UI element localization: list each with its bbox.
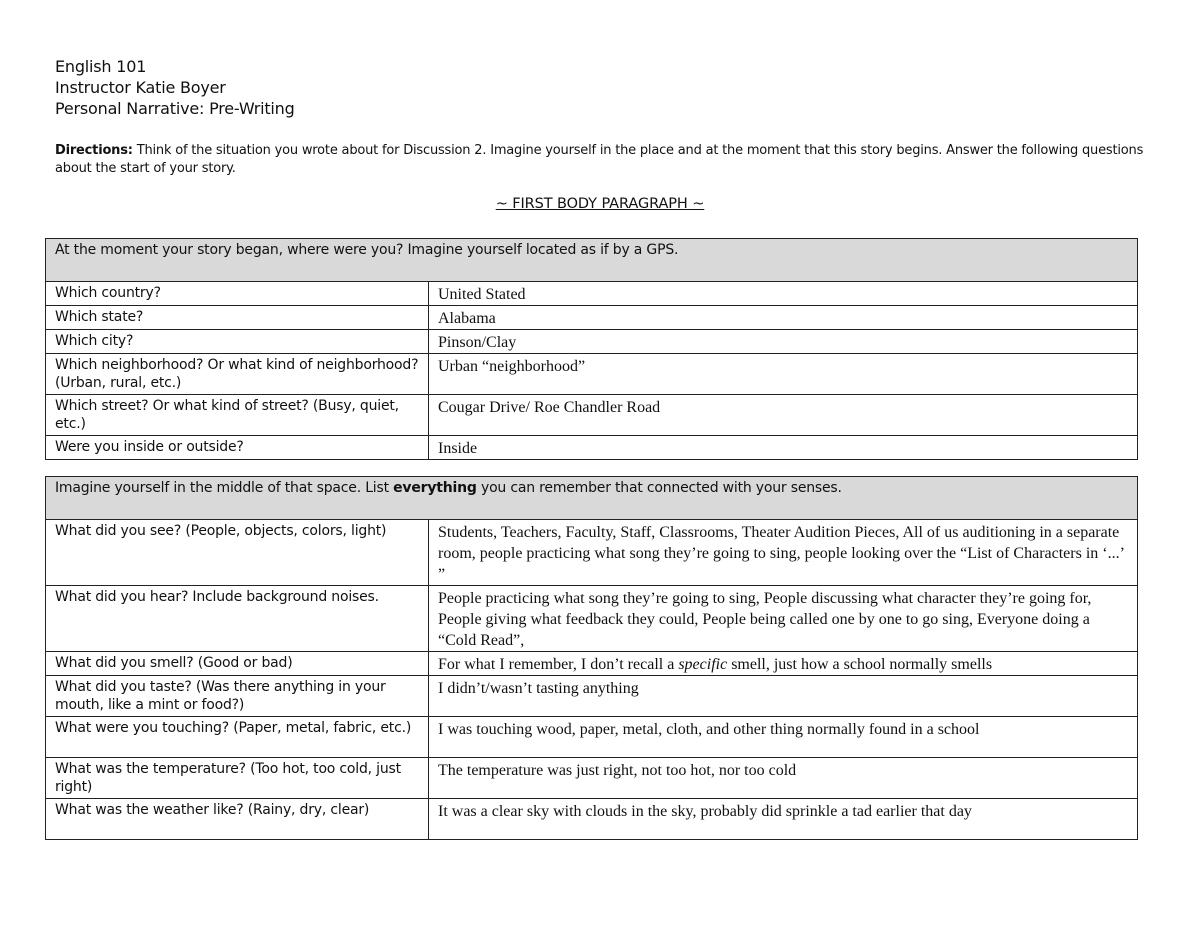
table-row — [46, 799, 1138, 840]
question-cell: Which country? — [46, 282, 429, 306]
document-header — [55, 56, 295, 119]
directions-paragraph — [55, 142, 1145, 178]
question-cell: What did you hear? Include background noises. — [46, 586, 429, 652]
location-table-heading-row — [46, 239, 1138, 282]
instructor-name: Instructor Katie Boyer — [55, 78, 226, 97]
directions-text: Think of the situation you wrote about for Discussion 2. Imagine yourself in the place and at the moment that this story begins. Answer the following questions about the start of your story. — [55, 143, 1144, 176]
table-row — [46, 586, 1138, 652]
senses-table — [45, 476, 1138, 840]
question-cell: What was the temperature? (Too hot, too cold, just right) — [46, 758, 429, 799]
answer-cell: Urban “neighborhood” — [429, 354, 1138, 395]
table-row — [46, 652, 1138, 676]
answer-cell: It was a clear sky with clouds in the sky, probably did sprinkle a tad earlier that day — [429, 799, 1138, 840]
heading-emphasis: everything — [393, 480, 477, 496]
question-cell: What did you smell? (Good or bad) — [46, 652, 429, 676]
question-cell: What did you taste? (Was there anything in your mouth, like a mint or food?) — [46, 676, 429, 717]
table-row — [46, 758, 1138, 799]
answer-cell: Alabama — [429, 306, 1138, 330]
answer-cell — [429, 652, 1138, 676]
question-cell: What were you touching? (Paper, metal, fabric, etc.) — [46, 717, 429, 758]
table-row — [46, 282, 1138, 306]
question-cell: What was the weather like? (Rainy, dry, clear) — [46, 799, 429, 840]
heading-text: you can remember that connected with your senses. — [476, 480, 842, 496]
assignment-title: Personal Narrative: Pre-Writing — [55, 99, 295, 118]
answer-cell: I didn’t/wasn’t tasting anything — [429, 676, 1138, 717]
table-row — [46, 717, 1138, 758]
section-title: ~ FIRST BODY PARAGRAPH ~ — [495, 196, 705, 212]
answer-text: For what I remember, I don’t recall a — [438, 656, 679, 673]
directions-label: Directions: — [55, 143, 133, 158]
table-row — [46, 330, 1138, 354]
location-table — [45, 238, 1138, 460]
question-cell: Which city? — [46, 330, 429, 354]
question-cell: What did you see? (People, objects, colors, light) — [46, 520, 429, 586]
heading-text: Imagine yourself in the middle of that space. List — [55, 480, 394, 496]
answer-cell: Inside — [429, 436, 1138, 460]
table-row — [46, 395, 1138, 436]
location-table-heading: At the moment your story began, where were you? Imagine yourself located as if by a GPS. — [46, 239, 1138, 282]
table-row — [46, 306, 1138, 330]
answer-cell: Students, Teachers, Faculty, Staff, Classrooms, Theater Audition Pieces, All of us auditioning in a separate room, people practicing what song they’re going to sing, people looking over the “List of Characters in ‘...’ ” — [429, 520, 1138, 586]
table-row — [46, 520, 1138, 586]
answer-text: smell, just how a school normally smells — [727, 656, 993, 673]
answer-cell: Cougar Drive/ Roe Chandler Road — [429, 395, 1138, 436]
senses-table-heading-row — [46, 477, 1138, 520]
course-name: English 101 — [55, 57, 147, 76]
answer-cell: United Stated — [429, 282, 1138, 306]
question-cell: Which state? — [46, 306, 429, 330]
senses-table-heading — [46, 477, 1138, 520]
table-row — [46, 354, 1138, 395]
question-cell: Which street? Or what kind of street? (Busy, quiet, etc.) — [46, 395, 429, 436]
answer-emphasis: specific — [678, 656, 728, 673]
table-row — [46, 436, 1138, 460]
table-row — [46, 676, 1138, 717]
question-cell: Were you inside or outside? — [46, 436, 429, 460]
answer-cell: Pinson/Clay — [429, 330, 1138, 354]
answer-cell: I was touching wood, paper, metal, cloth, and other thing normally found in a school — [429, 717, 1138, 758]
answer-cell: The temperature was just right, not too hot, nor too cold — [429, 758, 1138, 799]
question-cell: Which neighborhood? Or what kind of neighborhood? (Urban, rural, etc.) — [46, 354, 429, 395]
answer-cell: People practicing what song they’re going to sing, People discussing what character they’re going for, People giving what feedback they could, People being called one by one to go sing, Everyone doing a “Cold Read”, — [429, 586, 1138, 652]
